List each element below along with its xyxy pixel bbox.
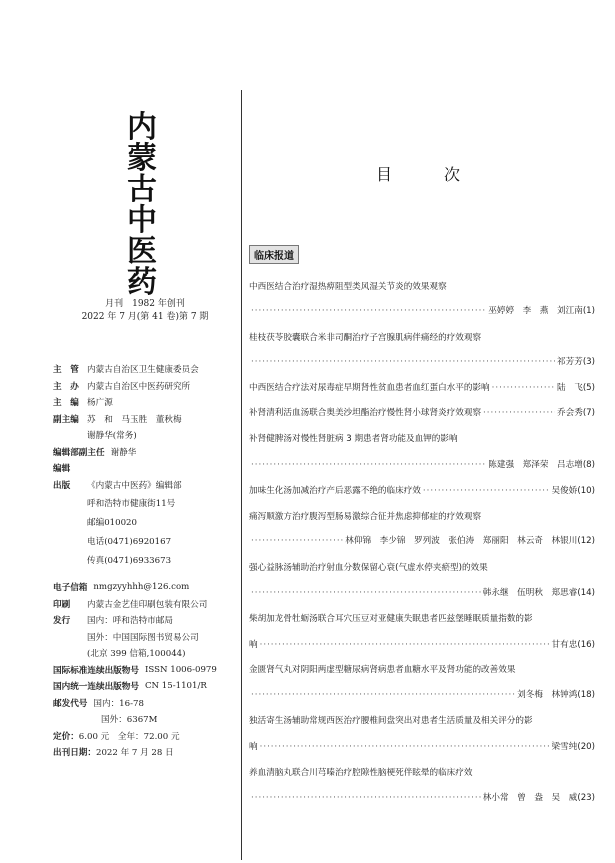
entry-authors: 巫婷婷 李 燕 刘江南: [488, 306, 583, 316]
printer-value: 内蒙古金艺佳印刷包装有限公司: [87, 599, 208, 610]
entry-authors: 乔会秀: [557, 408, 583, 418]
toc-entry-authors: [249, 536, 595, 547]
title-char: 古: [127, 172, 157, 207]
publisher-value: 《内蒙古中医药》编辑部: [87, 480, 182, 491]
email-label: 电子信箱: [53, 583, 88, 594]
fax-value: 传真(0471)6933673: [87, 555, 172, 566]
toc-entry-title[interactable]: 补肾健脾汤对慢性肾脏病 3 期患者肾功能及血钾的影响: [249, 434, 458, 444]
entry-page: (16): [577, 640, 595, 650]
entry-page: (14): [577, 588, 595, 598]
deputy-value-2: 谢静华(常务): [87, 431, 137, 442]
entry-page: (7): [582, 408, 595, 418]
entry-authors: 陆 飞: [557, 383, 583, 393]
toc-entry-title[interactable]: 柴胡加龙骨牡蛎汤联合耳穴压豆对亚健康失眠患者匹兹堡睡眠质量指数的影: [249, 614, 533, 624]
toc-entry-authors: [249, 588, 595, 599]
editor-label: 主 编: [53, 398, 79, 409]
postal-foreign: 国外：6367M: [101, 715, 158, 726]
entry-authors: 林仰锦 李少锦 罗列波 张伯涛 郑丽阳 林云奇 林银川: [345, 536, 578, 546]
host-value: 内蒙古自治区中医药研究所: [87, 381, 191, 392]
publication-info: [50, 298, 240, 324]
masthead: [53, 361, 238, 761]
entry-page: (10): [577, 486, 595, 496]
entry-page: (20): [577, 742, 595, 752]
entry-title: 中西医结合疗法对尿毒症早期肾性贫血患者血红蛋白水平的影响: [249, 383, 490, 393]
sponsor-label: 主 管: [53, 365, 79, 376]
entry-page: (18): [577, 690, 595, 700]
entry-authors: 刘冬梅 林钟鸿: [517, 690, 578, 700]
toc-entry-authors: [249, 357, 595, 368]
toc-entry[interactable]: [249, 408, 595, 419]
entry-page: (3): [582, 357, 595, 367]
title-char: 药: [127, 265, 157, 300]
phone-value: 电话(0471)6920167: [87, 536, 172, 547]
deputy-value: 苏 和 马玉胜 董秋梅: [87, 414, 182, 425]
address-value: 呼和浩特市健康街11号: [87, 498, 176, 509]
toc-entry-title[interactable]: 痛泻顺激方治疗腹泻型肠易激综合征并焦虑抑郁症的疗效观察: [249, 512, 482, 522]
dist-domestic: 国内：呼和浩特市邮局: [87, 616, 173, 627]
toc-entry-title[interactable]: 养血清脑丸联合川芎嗪治疗腔隙性脑梗死伴眩晕的临床疗效: [249, 768, 473, 778]
toc-entry[interactable]: [249, 486, 595, 497]
issn-value: ISSN 1006-0979: [144, 664, 217, 675]
edit-label: 编辑: [53, 464, 71, 475]
entry-title-cont: 响: [249, 742, 258, 752]
toc-entry-continuation: [249, 640, 595, 651]
dist-label: 发行: [53, 616, 71, 627]
entry-authors: 吴俊娇: [551, 486, 578, 496]
postcode-value: 邮编010020: [87, 517, 137, 528]
title-char: 医: [127, 234, 157, 269]
entry-authors: 陈建强 郑泽荣 吕志增: [488, 460, 583, 470]
postal-domestic: 国内：16-78: [93, 698, 144, 709]
date-label: 出刊日期：: [53, 748, 96, 759]
toc-entry[interactable]: [249, 383, 595, 394]
cn-label: 国内统一连续出版物号: [53, 682, 139, 693]
entry-page: (12): [577, 536, 595, 546]
toc-entry-title[interactable]: 中西医结合治疗湿热痹阻型类风湿关节炎的效果观察: [249, 282, 447, 292]
entry-authors: 甘有忠: [551, 640, 578, 650]
toc-entry-authors: [249, 793, 595, 804]
deputy-label: 副主编: [53, 414, 79, 425]
toc-entry-continuation: [249, 742, 595, 753]
title-char: 中: [127, 203, 157, 238]
host-label: 主 办: [53, 381, 79, 392]
column-divider: [241, 90, 242, 860]
title-char: 蒙: [127, 141, 157, 176]
dist-foreign-addr: (北京 399 信箱,100044): [87, 649, 186, 660]
entry-authors: 祁芳芳: [557, 357, 583, 367]
email-value: nmgzyyhhh@126.com: [93, 582, 190, 593]
price-label: 定价：: [53, 731, 79, 742]
date-value: 2022 年 7 月 28 日: [95, 748, 174, 759]
publish-label: 出版: [53, 480, 71, 491]
entry-title: 补肾清利活血汤联合奥美沙坦酯治疗慢性肾小球肾炎疗效观察: [249, 408, 482, 418]
deputy-dept-value: 谢静华: [110, 447, 137, 458]
print-label: 印刷: [53, 599, 71, 610]
toc-entry-title[interactable]: 强心益脉汤辅助治疗射血分数保留心衰(气虚水停夹瘀型)的效果: [249, 563, 488, 573]
entry-authors: 韩永继 伍明秋 郑思睿: [482, 588, 578, 598]
dist-foreign: 国外：中国国际图书贸易公司: [87, 632, 199, 643]
entry-page: (1): [582, 306, 595, 316]
section-badge: 临床报道: [249, 245, 299, 264]
entry-title-cont: 响: [249, 640, 258, 650]
cn-value: CN 15-1101/R: [144, 681, 207, 692]
toc-entry-title[interactable]: 金匮肾气丸对阴阳两虚型糖尿病肾病患者血糖水平及肾功能的改善效果: [249, 665, 516, 675]
frequency-line: 月刊 1982 年创刊: [105, 299, 185, 309]
entry-page: (5): [582, 383, 595, 393]
toc-entry-authors: [249, 306, 595, 317]
issn-label: 国际标准连续出版物号: [53, 665, 139, 676]
left-column: [0, 0, 240, 863]
toc-entry-title[interactable]: 桂枝茯苓胶囊联合米非司酮治疗子宫腺肌病伴痛经的疗效观察: [249, 333, 482, 343]
postal-label: 邮发代号: [53, 698, 88, 709]
toc-title: 目 次: [376, 165, 479, 184]
entry-page: (8): [582, 460, 595, 470]
toc-entry-title[interactable]: 独活寄生汤辅助常规西医治疗腰椎间盘突出对患者生活质量及相关评分的影: [249, 716, 533, 726]
sponsor-value: 内蒙古自治区卫生健康委员会: [87, 365, 199, 376]
issue-line: 2022 年 7 月(第 41 卷)第 7 期: [81, 312, 209, 322]
price-value: 6.00 元 全年：72.00 元: [78, 731, 180, 742]
entry-page: (23): [577, 793, 595, 803]
entry-authors: 梁雪纯: [551, 742, 578, 752]
toc-entry-authors: [249, 690, 595, 701]
title-char: 内: [127, 110, 157, 145]
toc-entry-authors: [249, 460, 595, 471]
entry-authors: 林小常 曾 盎 吴 威: [482, 793, 578, 803]
deputy-dept-label: 编辑部副主任: [53, 447, 105, 458]
entry-title: 加味生化汤加减治疗产后恶露不绝的临床疗效: [249, 486, 421, 496]
editor-value: 杨广源: [87, 398, 113, 409]
journal-title: [122, 112, 162, 298]
